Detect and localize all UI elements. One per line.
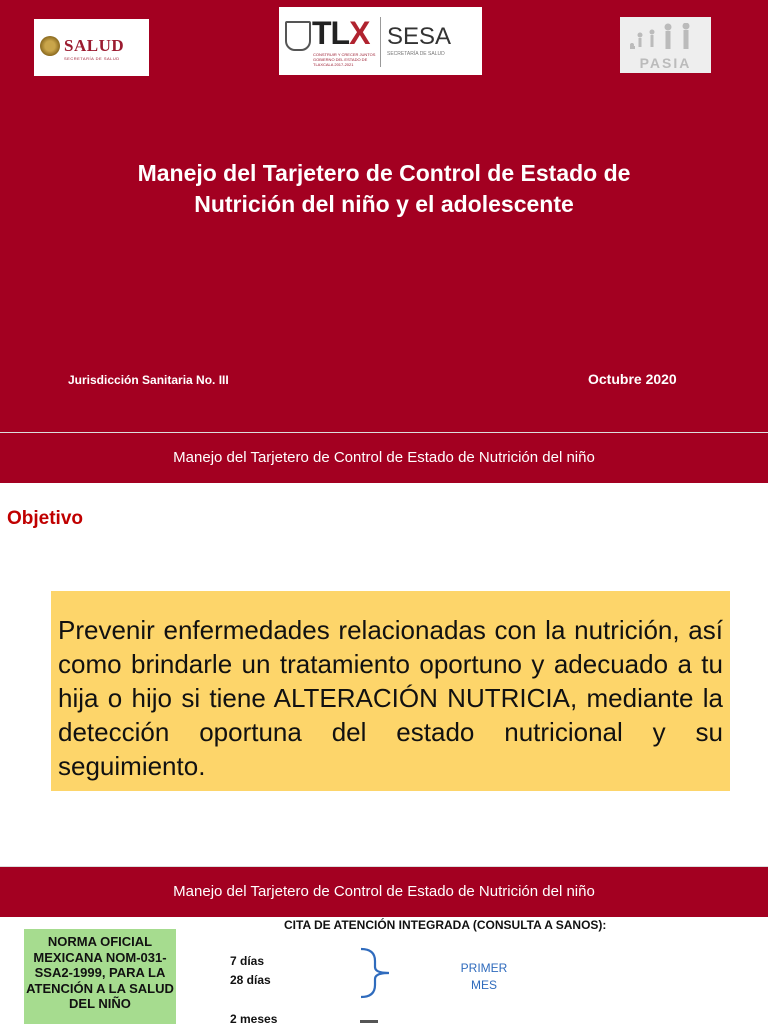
family-figures-icon [628,23,704,53]
slide-header-bar [0,432,768,483]
sesa-logo-subtitle: SECRETARÍA DE SALUD [387,51,445,57]
tlx-logo-word: TLX [312,15,370,51]
title-line-2: Nutrición del niño y el adolescente [194,191,574,217]
objective-heading: Objetivo [7,508,84,529]
crest-icon [285,21,311,51]
objective-text: Prevenir enfermedades relacionadas con la nutrición, así como brindarle un tratamiento oportuno y adecuado a tu hija o hijo si tiene ALTERACIÓN NUTRICIA, mediante la detección oportuna del estado nutricional y su seguimiento. [58,615,723,781]
objective-box [51,591,730,791]
salud-logo-subtitle: SECRETARÍA DE SALUD [64,56,120,61]
time-label-28-dias: 28 días [230,973,271,987]
sesa-logo-word: SESA [387,23,452,50]
slide-header-text: Manejo del Tarjetero de Control de Estado de Nutrición del niño [173,883,595,900]
objective-slide [0,432,768,865]
pasia-logo-word: PASIA [639,55,692,71]
date-label: Octubre 2020 [588,371,677,387]
schedule-slide [0,865,768,1024]
cita-heading: CITA DE ATENCIÓN INTEGRADA (CONSULTA A SANOS): [284,918,607,932]
pasia-logo [620,17,711,73]
brace-fragment [360,1020,378,1023]
title-slide [0,0,768,432]
presentation-title [60,158,708,220]
title-line-1: Manejo del Tarjetero de Control de Estado de [137,160,631,186]
time-label-2-meses: 2 meses [230,1012,278,1024]
time-label-7-dias: 7 días [230,954,265,968]
salud-logo [34,19,149,76]
tlx-sesa-logo [279,7,482,75]
norma-text: NORMA OFICIAL MEXICANA NOM-031-SSA2-1999, PARA LA ATENCIÓN A LA SALUD DEL NIÑO [26,934,174,1011]
norma-box [24,929,176,1024]
primer-mes-label: PRIMER MES [460,961,508,992]
tlx-logo-slogan: CONSTRUIR Y CRECER JUNTOS GOBIERNO DEL ESTADO DE TLAXCALA 2017-2021 [313,52,376,67]
salud-logo-word: SALUD [64,36,125,55]
logo-divider [380,17,381,67]
slide-header-bar [0,866,768,917]
curly-brace-icon [355,945,395,1001]
slide-header-text: Manejo del Tarjetero de Control de Estado de Nutrición del niño [173,449,595,466]
jurisdiction-label: Jurisdicción Sanitaria No. III [68,373,229,387]
shield-icon [40,36,60,56]
